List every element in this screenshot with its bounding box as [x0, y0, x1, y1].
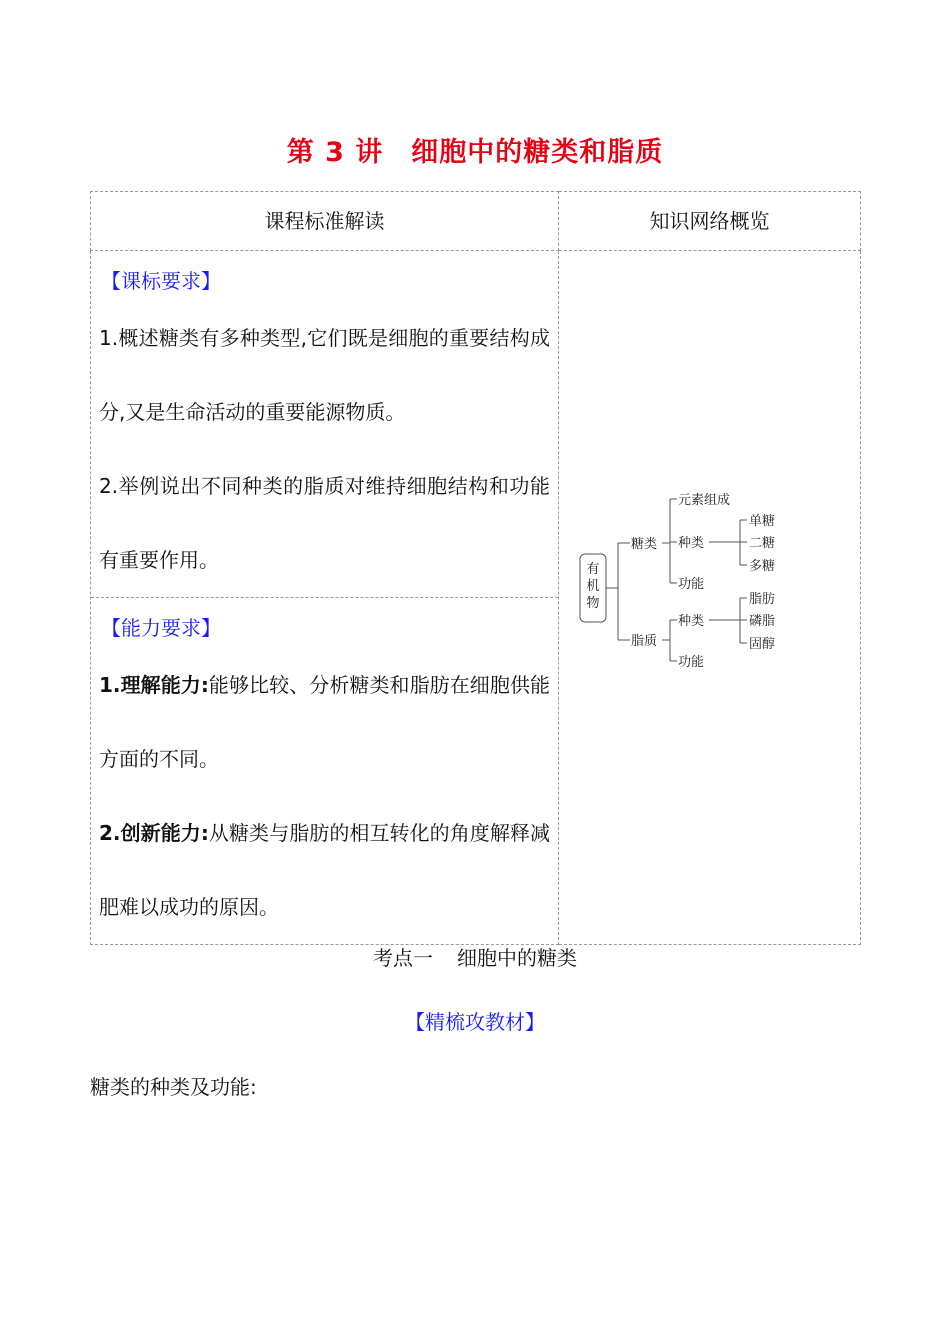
standards-label: 【课标要求】 [101, 269, 221, 293]
intro-text: 糖类的种类及功能: [90, 1075, 257, 1099]
page-title: 第 3 讲 细胞中的糖类和脂质 [286, 137, 664, 168]
subsection-label: 【精梳攻教材】 [405, 1010, 545, 1034]
standards-cell [91, 251, 559, 945]
ability-item-1: 1.理解能力:能够比较、分析糖类和脂肪在细胞供能方面的不同。 [99, 673, 551, 771]
abilities-label: 【能力要求】 [101, 616, 221, 640]
node-lipid-kind: 种类 [678, 614, 705, 629]
node-polysaccharide: 多糖 [749, 559, 776, 574]
header-standards: 课程标准解读 [91, 192, 559, 251]
section-heading: 考点一 细胞中的糖类 [373, 946, 577, 970]
root-char-1: 有 [586, 562, 600, 577]
root-char-3: 物 [586, 596, 600, 611]
node-phospholipid: 磷脂 [749, 614, 776, 629]
node-fat: 脂肪 [749, 592, 776, 607]
ability-item-2: 2.创新能力:从糖类与脂肪的相互转化的角度解释减肥难以成功的原因。 [99, 821, 551, 919]
node-lipid: 脂质 [631, 634, 658, 649]
node-sterol: 固醇 [749, 637, 776, 652]
node-lipid-function: 功能 [678, 655, 705, 670]
node-sugar-kind: 种类 [678, 536, 705, 551]
standard-item-2: 2.举例说出不同种类的脂质对维持细胞结构和功能有重要作用。 [99, 474, 550, 572]
knowledge-diagram-cell [559, 251, 861, 945]
node-monosaccharide: 单糖 [749, 514, 776, 529]
curriculum-table [90, 191, 861, 945]
abilities-block [91, 597, 558, 944]
node-disaccharide: 二糖 [749, 536, 776, 551]
node-sugar-function: 功能 [678, 577, 705, 592]
header-knowledge-network: 知识网络概览 [559, 192, 861, 251]
knowledge-network-diagram [559, 251, 859, 927]
standard-item-1: 1.概述糖类有多种类型,它们既是细胞的重要结构成分,又是生命活动的重要能源物质。 [99, 326, 550, 424]
node-sugar-element: 元素组成 [678, 493, 731, 508]
root-char-2: 机 [586, 579, 600, 594]
node-sugar: 糖类 [631, 537, 658, 552]
